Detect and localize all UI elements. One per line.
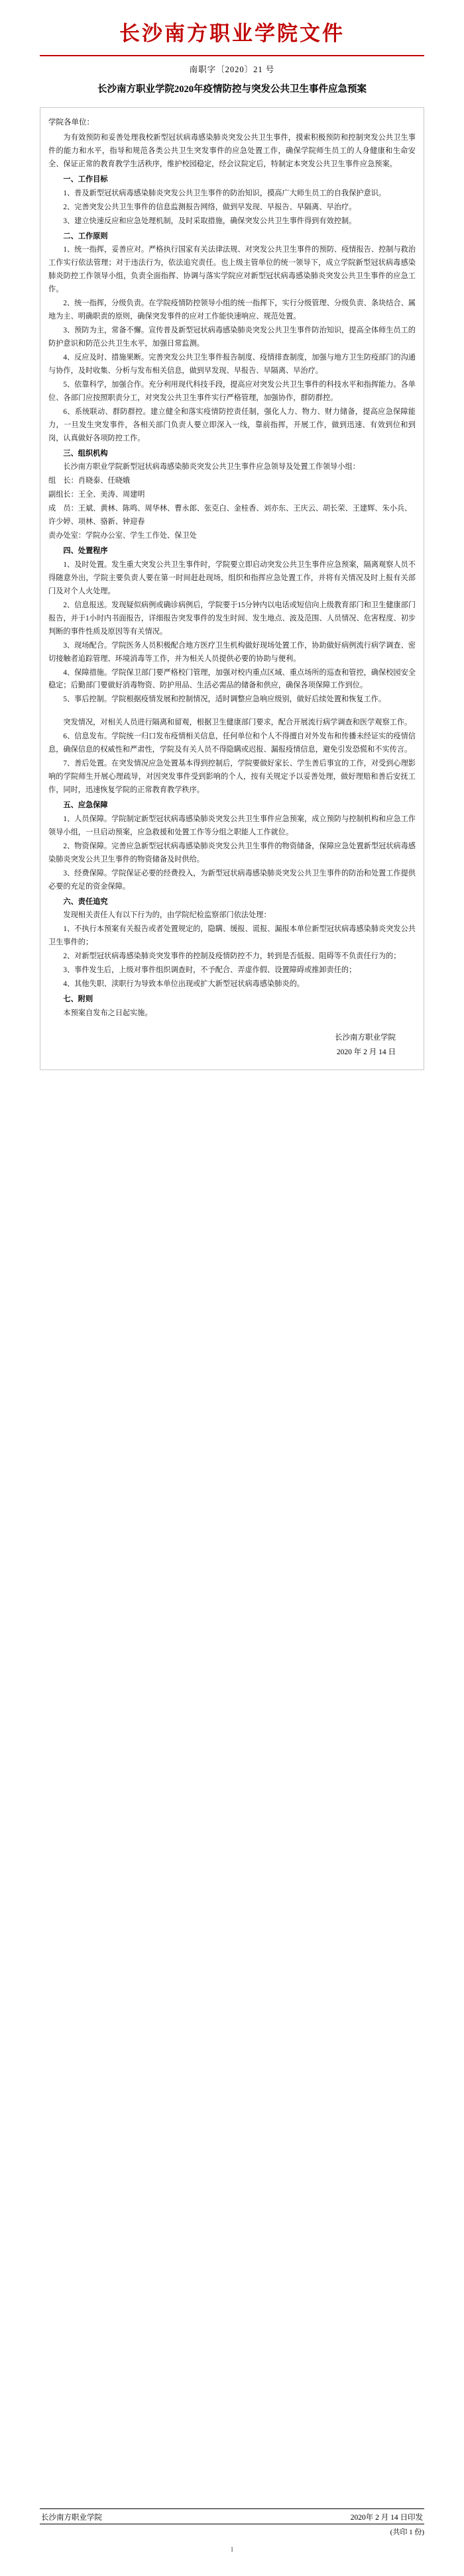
page-footer <box>0 2508 464 2553</box>
body-paragraph: 组 长：肖晓泰、任晓娥 <box>48 477 131 485</box>
body-paragraph: 突发情况，对相关人员进行隔离和留观，根据卫生健康部门要求，配合开展流行病学调查和医学观察工作。 <box>63 718 412 727</box>
body-paragraph: 为有效预防和妥善处理我校新型冠状病毒感染肺炎突发公共卫生事件，摸索积极预防和控制突发公共卫生事件的能力和水平，指导和规范各类公共卫生突发事件的应急处置工作，确保学院师生员工的人身健康和生命安全、保证正常的教育教学生活秩序，维护校园稳定，经会议院定后，特制定本突发公共卫生事件应急预案。 <box>48 133 416 168</box>
body-paragraph: 成 员：王斌、黄林、陈鸣、周华林、曹永郎、张克白、金桂香、刘亦东、王庆云、胡长荣、王建辉、朱小兵、许少婷、项林、骆新、钟迎春 <box>48 505 412 526</box>
body-paragraph: 1、不执行本预案有关报告或者处置规定的，隐瞒、缓报、谎报、漏报本单位新型冠状病毒感染肺炎突发公共卫生事件的； <box>48 925 416 947</box>
body-paragraph: 3、事件发生后，上级对事件组织调查时，不予配合、弄虚作假、设置障碍或推卸责任的； <box>63 966 357 975</box>
page-title: 长沙南方职业学院文件 <box>119 22 345 45</box>
body-paragraph-group-2 <box>48 717 416 1020</box>
section-heading: 六、责任追究 <box>63 897 108 906</box>
body-paragraph: 1、普及新型冠状病毒感染肺炎突发公共卫生事件的防治知识，摸高广大师生员工的自我保护意识。 <box>63 189 386 197</box>
body-paragraph: 4、反应及时、措施果断。完善突发公共卫生事件报告制度、疫情排查制度，加强与地方卫生防疫部门的沟通与协作，及时收集、分析与发布相关信息，做到早发现、早报告、早隔离、早治疗。 <box>48 353 416 375</box>
body-paragraph: 3、预防为主，常备不懈。宣传普及新型冠状病毒感染肺炎突发公共卫生事件防治知识，提高全体师生员工的防护意识和防范公共卫生水平，加强日常监测。 <box>48 326 416 348</box>
document-subject-title: 长沙南方职业学院2020年疫情防控与突发公共卫生事件应急预案 <box>97 84 367 95</box>
body-paragraph: 2、信息报送。发现疑似病例或确诊病例后，学院要于15分钟内以电话或短信向上级教育部门和卫生健康部门报告，并于1小时内书面报告，详细报告突发事件的发生时间、发生地点、波及范围、人员情况、危害程度、初步判断的事件性质及原因等有关情况。 <box>48 601 416 636</box>
body-paragraph: 1、及时处置。发生重大突发公共卫生事件时，学院要立即启动突发公共卫生事件应急预案，隔离观察人员不得随意外出，学院主要负责人要在第一时间赶赴现场，组织和指挥应急处置工作，并将有关情况及时上报有关部门及对个人火处理。 <box>48 561 416 595</box>
body-paragraph: 2、完善突发公共卫生事件的信息监测报告网络，做到早发现、早报告、早隔离、早治疗。 <box>63 203 357 211</box>
section-heading: 四、处置程序 <box>63 547 108 556</box>
document-body <box>40 107 424 1070</box>
footer-copies: (共印 1 份) <box>390 2528 424 2536</box>
body-paragraph: 发现相关责任人有以下行为的，由学院纪检监察部门依法处理： <box>63 911 271 920</box>
body-paragraph: 2、对新型冠状病毒感染肺炎突发事件的控制及疫情防控不力，转到是否低报、阻碍等不负责任行为的； <box>63 952 401 961</box>
body-spacer <box>48 707 416 717</box>
body-paragraph: 责办处室：学院办公室、学生工作处、保卫处 <box>48 532 197 540</box>
section-heading: 一、工作目标 <box>63 175 108 183</box>
section-heading: 二、工作原则 <box>63 232 108 240</box>
body-paragraph: 1、统一指挥，妥善应对。严格执行国家有关法律法规、对突发公共卫生事件的预防、疫情报告、控制与救治工作实行依法管理；对于违法行为，依法追究责任。也上级主管单位的统一领导下，成立学院新型冠状病毒感染肺炎防控工作领导小组，负责全面指挥、协调与落实学院应对新型冠状病毒感染肺炎突发公共卫生事件的应急工作。 <box>48 246 416 294</box>
section-heading: 七、附则 <box>63 995 93 1004</box>
body-paragraph: 3、经费保障。学院保证必要的经费投入，为新型冠状病毒感染肺炎突发公共卫生事件的防治和处置工作提供必要的充足的资金保障。 <box>48 869 416 891</box>
signature-date: 2020 年 2 月 14 日 <box>336 1048 396 1056</box>
body-paragraph: 3、现场配合。学院医务人员积极配合地方医疗卫生机构做好现场处置工作，协助做好病例流行病学调查、密切接触者追踪管理、环境消毒等工作，并为相关人员提供必要的协助与便利。 <box>48 641 416 663</box>
signature-block <box>48 1031 416 1060</box>
body-paragraph: 2、物资保障。完善应急新型冠状病毒感染肺炎突发公共卫生事件的物资储备，保障应急处置新型冠状病毒感染肺炎突发公共卫生事件的物资储备及时供给。 <box>48 842 416 864</box>
body-paragraph: 5、依靠科学，加强合作。充分利用现代科技手段，提高应对突发公共卫生事件的科技水平和指挥能力。各单位、各部门应按照职责分工，对突发公共卫生事件实行严格管理，加强协作，群防群控。 <box>48 380 416 402</box>
body-paragraph: 3、建立快速反应和应急处理机制，及时采取措施，确保突发公共卫生事件得到有效控制。 <box>63 217 357 225</box>
section-heading: 三、组织机构 <box>63 449 108 458</box>
body-paragraph: 副组长：王全、美涛、周建明 <box>48 491 145 499</box>
body-paragraph: 本预案自发布之日起实施。 <box>63 1009 152 1018</box>
footer-issuer: 长沙南方职业学院 <box>41 2514 102 2522</box>
body-paragraph: 6、信息发布。学院统一归口发布疫情相关信息，任何单位和个人不得擅自对外发布和传播未经证实的疫情信息，确保信息的权威性和严肃性，学院及有关人员不得隐瞒或迟报、漏报疫情信息，避免引发恐慌和不实传言。 <box>48 732 416 754</box>
body-paragraph: 1、人员保障。学院制定新型冠状病毒感染肺炎突发公共卫生事件应急预案，成立预防与控制机构和应急工作领导小组，一旦启动预案，应急救援和处置工作等分组之职能人工作就位。 <box>48 815 416 836</box>
header-divider <box>40 55 424 56</box>
footer-issue-date: 2020年 2 月 14 日印发 <box>350 2514 423 2522</box>
body-paragraph-group-1 <box>48 132 416 707</box>
salutation: 学院各单位： <box>48 118 94 126</box>
body-paragraph: 6、系统联动、群防群控。建立健全和落实疫情防控责任制，强化人力、物力、财力储备，提高应急保障能力，一旦发生突发事件，各相关部门负责人要立即深入一线，靠前指挥，开展工作，做到迅速、有效到位和到岗，认真做好各项防控工作。 <box>48 407 416 442</box>
page-number: 1 <box>230 2546 234 2553</box>
footer-line <box>40 2509 424 2522</box>
body-paragraph: 长沙南方职业学院新型冠状病毒感染肺炎突发公共卫生事件应急领导及处置工作领导小组： <box>63 463 360 471</box>
section-heading: 五、应急保障 <box>63 801 108 809</box>
body-paragraph: 4、其他失职、渎职行为导致本单位出现或扩大新型冠状病毒感染肺炎的。 <box>63 980 304 989</box>
document-sheet <box>40 0 424 1070</box>
signature-org: 长沙南方职业学院 <box>335 1033 396 1042</box>
body-paragraph: 5、事后控制。学院根据疫情发展和控制情况，适时调整应急响应级别，做好后续处置和恢复工作。 <box>63 695 386 704</box>
body-paragraph: 4、保障措施。学院保卫部门要严格校门管理，加强对校内重点区域、重点场所的巡查和管控，确保校园安全稳定；后勤部门要做好消毒物资、防护用品、生活必需品的储备和供应，确保各项保障工作到位。 <box>48 668 416 690</box>
document-number: 南职字〔2020〕21 号 <box>189 65 275 75</box>
body-paragraph: 2、统一指挥，分级负责。在学院疫情防控领导小组的统一指挥下，实行分级管理、分级负责、条块结合、属地为主、明确职责的原则，确保突发事件的应对工作能快速响应、规范处置。 <box>48 299 416 321</box>
body-paragraph: 7、善后处置。在突发情况应急处置基本得到控制后，学院要做好家长、学生善后事宜的工作，对受到心理影响的学院师生开展心理疏导，对因突发事件受到影响的个人，按有关规定予以妥善处理，做好理赔和善后安抚工作，同时，迅速恢复学院的正常教育教学秩序。 <box>48 760 416 795</box>
